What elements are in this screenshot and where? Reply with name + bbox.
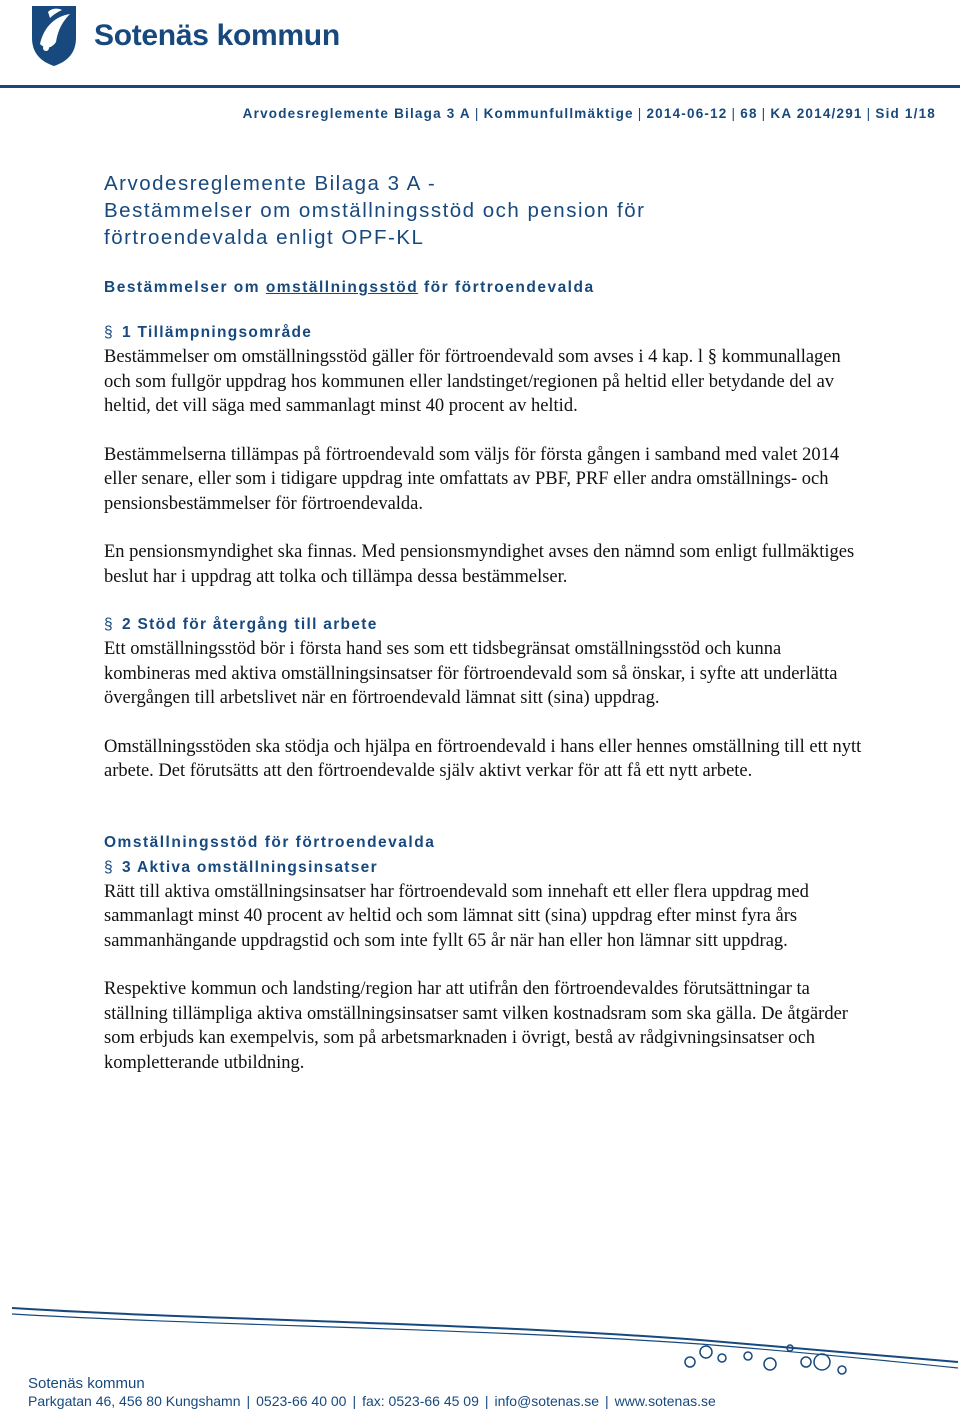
- title-line-1: Arvodesreglemente Bilaga 3 A -: [104, 172, 437, 195]
- paragraph-text: Bestämmelserna tillämpas på förtroendevald som väljs för första gången i samband med valet 2014 eller senare, eller som i tidigare uppdrag inte omfattats av PBF, PRF eller andra omställnings- och pensionsbestämmelser för förtroendevalda.: [104, 444, 840, 514]
- paragraph-text: Ett omställningsstöd bör i första hand ses som ett tidsbegränsat omställningsstöd och kunna kombineras med aktiva omställningsinsatser för förtroendevald som så önskar, i syfte att underlätta övergången till arbetslivet när en förtroendevald lämnat sitt (sina) uppdrag.: [104, 639, 838, 708]
- section-symbol: §: [104, 324, 114, 341]
- footer-contact: Parkgatan 46, 456 80 Kungshamn | 0523-66 40 00 | fax: 0523-66 45 09 | info@sotenas.se | www.sotenas.se: [28, 1393, 716, 1409]
- section-symbol: §: [104, 858, 114, 876]
- header-case-number: KA 2014/291: [770, 106, 863, 121]
- header-rule: [0, 85, 960, 88]
- brand-name: Sotenäs kommun: [94, 19, 340, 52]
- title-line-2: Bestämmelser om omställningsstöd och pension för: [104, 199, 646, 222]
- header-date: 2014-06-12: [646, 106, 728, 121]
- section-heading-post: för förtroendevalda: [418, 279, 595, 296]
- paragraph-text: Rätt till aktiva omställningsinsatser har förtroendevald som innehaft ett eller flera uppdrag med sammanlagt minst 40 procent av heltid och som lämnat sitt (sina) uppdrag efter minst fyra års sammanhängande uppdragstid och som inte fyllt 65 år när han eller hon lämnar sitt uppdrag.: [104, 881, 809, 951]
- section-symbol: §: [104, 616, 114, 633]
- header-body: Kommunfullmäktige: [483, 106, 634, 121]
- section-heading-1: [104, 279, 864, 297]
- footer-org-name: Sotenäs kommun: [28, 1375, 145, 1392]
- paragraph-heading-3: [104, 856, 864, 880]
- footer-fax: fax: 0523-66 45 09: [362, 1393, 479, 1409]
- paragraph-text: En pensionsmyndighet ska finnas. Med pensionsmyndighet avses den nämnd som enligt fullmäktiges beslut har i uppdrag att tolka och tillämpa dessa bestämmelser.: [104, 542, 855, 587]
- section-heading-2: Omställningsstöd för förtroendevalda: [104, 833, 436, 851]
- title-line-3: förtroendevalda enligt OPF-KL: [104, 226, 425, 249]
- logo: [26, 4, 340, 68]
- section-heading-underlined: omställningsstöd: [265, 279, 419, 296]
- section-heading-pre: Bestämmelser om: [104, 279, 266, 296]
- paragraph-heading-2: [104, 613, 864, 637]
- wave-bubbles-icon: [0, 1300, 960, 1380]
- header-page: Sid 1/18: [875, 106, 936, 121]
- paragraph-heading-text: 1 Tillämpningsområde: [122, 324, 313, 341]
- header-document: Arvodesreglemente Bilaga 3 A: [242, 106, 471, 121]
- footer-address: Parkgatan 46, 456 80 Kungshamn: [28, 1393, 241, 1409]
- footer-email-link[interactable]: info@sotenas.se: [494, 1393, 599, 1409]
- paragraph-text: Respektive kommun och landsting/region har att utifrån den förtroendevaldes förutsättningar ta ställning tillämpliga aktiva omställningsinsatser samt vilken kostnadsram som ska gälla. De åtgärder som erbjuds kan exempelvis, som på arbetsmarknaden i övrigt, bestå av rådgivningsinsatser och kompletterande utbildning.: [104, 979, 848, 1073]
- footer-phone: 0523-66 40 00: [256, 1393, 347, 1409]
- seal-bird-icon: [26, 4, 82, 68]
- footer-web-link[interactable]: www.sotenas.se: [614, 1393, 716, 1409]
- paragraph-heading-text: 2 Stöd för återgång till arbete: [122, 616, 378, 633]
- document-header: Arvodesreglemente Bilaga 3 A | Kommunfullmäktige | 2014-06-12 | 68 | KA 2014/291 | Sid 1/18: [242, 106, 936, 121]
- paragraph-heading-text: 3 Aktiva omställningsinsatser: [122, 858, 378, 876]
- document-title: [104, 170, 864, 251]
- paragraph-heading-1: [104, 321, 864, 345]
- document-body: [104, 170, 864, 1075]
- paragraph-text: Omställningsstöden ska stödja och hjälpa en förtroendevald i hans eller hennes omställning till ett nytt arbete. Det förutsätts att den förtroendevalde själv aktivt verkar för att få ett nytt arbete.: [104, 736, 862, 781]
- paragraph-text: Bestämmelser om omställningsstöd gäller för förtroendevald som avses i 4 kap. l § kommunallagen och som fullgör uppdrag hos kommunen eller landstinget/regionen på heltid eller betydande del av heltid, det vill säga med sammanlagt minst 40 procent av heltid.: [104, 347, 841, 416]
- header-paragraph: 68: [740, 106, 758, 121]
